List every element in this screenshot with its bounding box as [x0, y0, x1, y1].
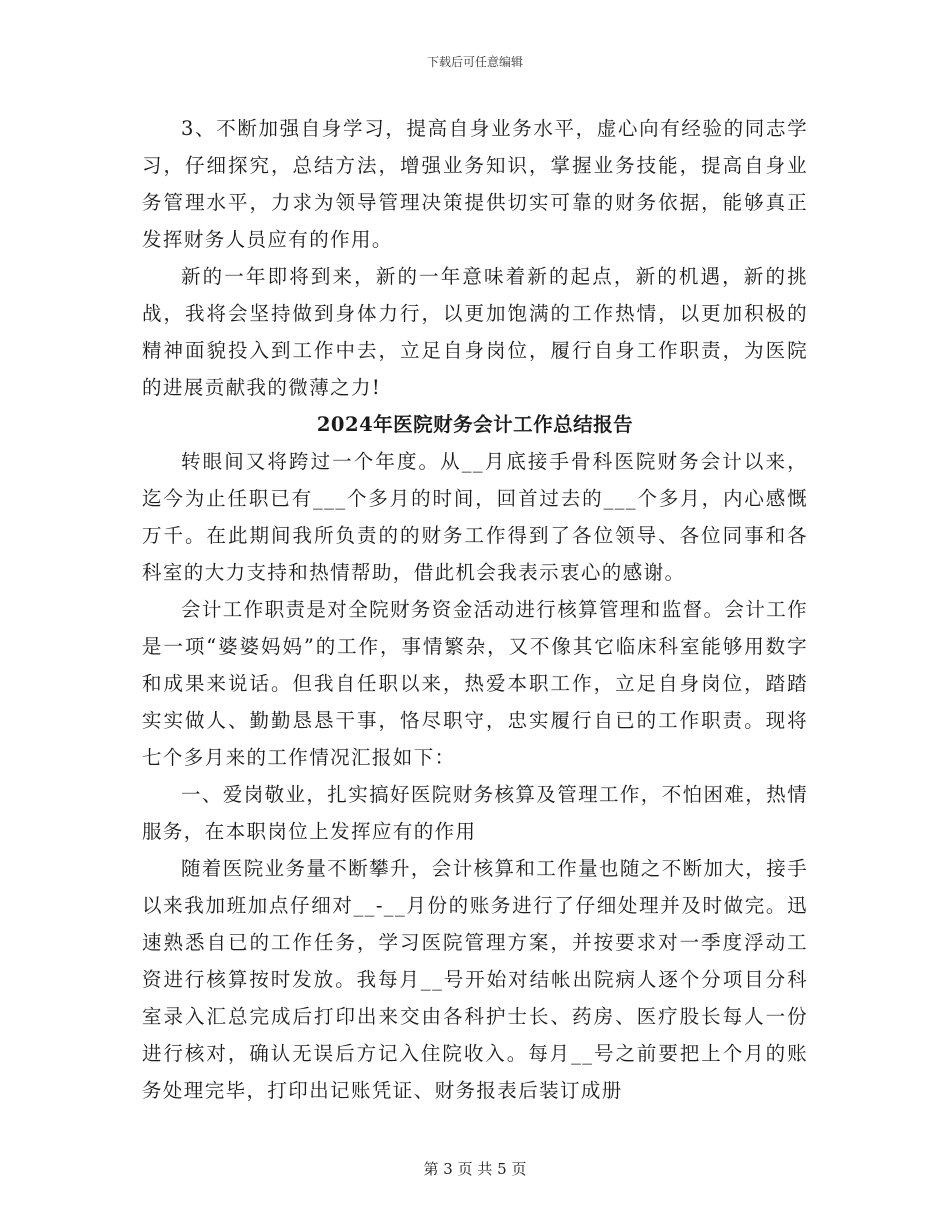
paragraph-section-one: 一、爱岗敬业，扎实搞好医院财务核算及管理工作，不怕困难，热情服务，在本职岗位上发挥应有的作用 — [142, 783, 809, 843]
header-note: 下载后可任意编辑 — [426, 55, 523, 69]
page-number: 第 3 页 共 5 页 — [423, 1160, 527, 1178]
paragraph-intro: 转眼间又将跨过一个年度。从__月底接手骨科医院财务会计以来，迄今为止任职已有___个多月的时间，回首过去的___个多月，内心感慨万千。在此期间我所负责的的财务工作得到了各位领导、各位同事和各科室的大力支持和热情帮助，借此机会我表示衷心的感谢。 — [142, 450, 808, 584]
document-title: 2024年医院财务会计工作总结报告 — [316, 413, 634, 436]
paragraph-duties: 会计工作职责是对全院财务资金活动进行核算管理和监督。会计工作是一项“婆婆妈妈”的工作，事情繁杂，又不像其它临床科室能够用数字和成果来说话。但我自任职以来，热爱本职工作，立足自身岗位，踏踏实实做人、勤勤恳恳干事，恪尽职守，忠实履行自已的工作职责。现将七个多月来的工作情况汇报如下： — [142, 598, 809, 769]
document-body — [142, 110, 808, 1109]
paragraph-workload: 随着医院业务量不断攀升，会计核算和工作量也随之不断加大，接手以来我加班加点仔细对__-__月份的账务进行了仔细处理并及时做完。迅速熟悉自已的工作任务，学习医院管理方案，并按要求对一季度浮动工资进行核算按时发放。我每月__号开始对结帐出院病人逐个分项目分科室录入汇总完成后打印出来交由各科护士长、药房、医疗股长每人一份进行核对，确认无误后方记入住院收入。每月__号之前要把上个月的账务处理完毕，打印出记账凭证、财务报表后装订成册 — [142, 857, 809, 1102]
paragraph-new-year: 新的一年即将到来，新的一年意味着新的起点，新的机遇，新的挑战，我将会坚持做到身体力行，以更加饱满的工作热情，以更加积极的精神面貌投入到工作中去，立足自身岗位，履行自身工作职责，为医院的进展贡献我的微薄之力! — [142, 265, 808, 399]
paragraph-study: 3、不断加强自身学习，提高自身业务水平，虚心向有经验的同志学习，仔细探究，总结方法，增强业务知识，掌握业务技能，提高自身业务管理水平，力求为领导管理决策提供切实可靠的财务依据，能够真正发挥财务人员应有的作用。 — [142, 117, 808, 251]
